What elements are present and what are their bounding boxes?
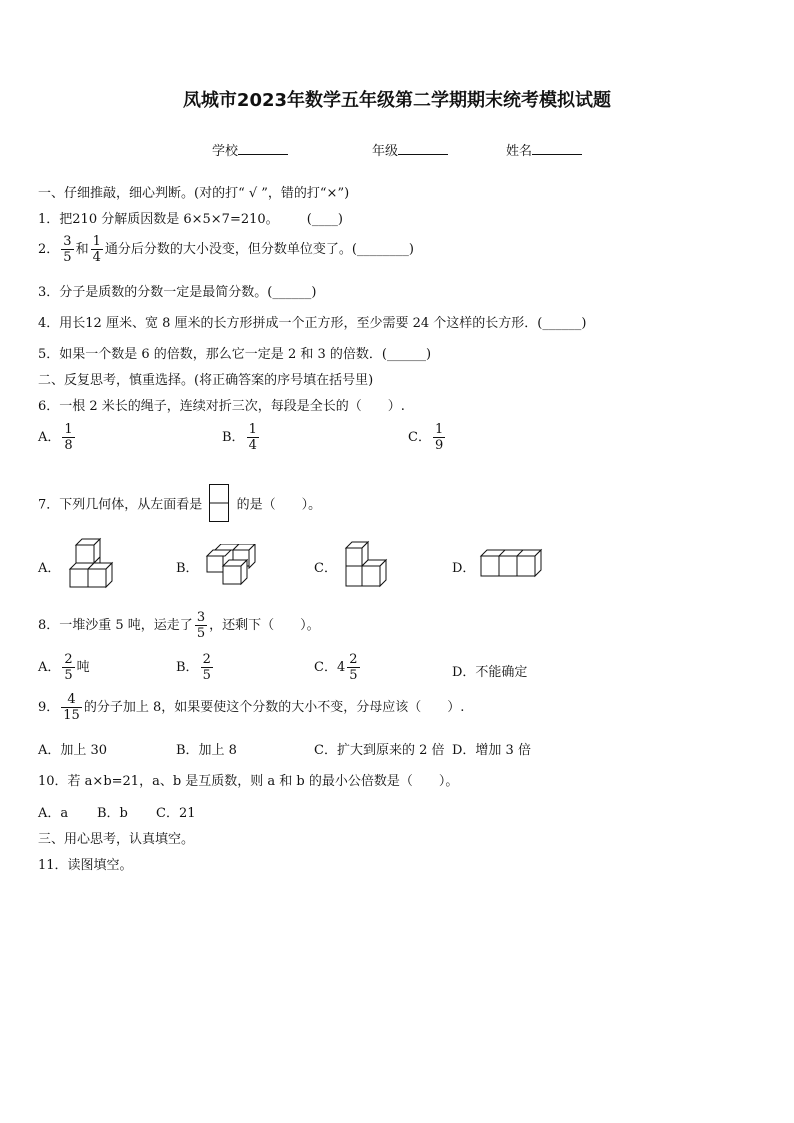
question-7-option-b-label[interactable]: B．	[176, 561, 199, 576]
question-6-option-c[interactable]: C． $\frac{1}{9}$	[408, 422, 444, 453]
fraction-3-5: $\frac{3}{5}$	[196, 610, 206, 641]
question-8-option-c[interactable]: C．4 $\frac{2}{5}$	[314, 652, 358, 683]
question-7-option-a-label[interactable]: A．	[38, 561, 61, 576]
question-6-option-a[interactable]: A． $\frac{1}{8}$	[38, 422, 73, 453]
school-blank[interactable]	[238, 142, 288, 155]
school-label: 学校	[212, 144, 239, 159]
question-2-number: 2．	[38, 242, 60, 257]
question-9	[38, 692, 464, 723]
question-1-answer[interactable]: (____)	[306, 212, 343, 227]
question-9-number: 9．	[38, 700, 60, 715]
question-2-text: 通分后分数的大小没变，但分数单位变了。(________)	[104, 242, 415, 257]
grade-label: 年级	[372, 144, 399, 159]
page-title: 凤城市2023年数学五年级第二学期期末统考模拟试题	[182, 90, 612, 111]
grade-field	[372, 140, 448, 159]
question-1-text: 1．把210 分解质因数是 6×5×7=210。	[38, 212, 279, 227]
question-4: 4．用长12 厘米、宽 8 厘米的长方形拼成一个正方形，至少需要 24 个这样的长方形．(______)	[38, 316, 587, 331]
question-9-option-a[interactable]: A．加上 30	[38, 743, 108, 758]
question-9-option-d[interactable]: D．增加 3 倍	[452, 743, 531, 758]
question-8-option-a[interactable]: A． $\frac{2}{5}$ 吨	[38, 652, 90, 683]
question-7-option-d-label[interactable]: D．	[452, 561, 476, 576]
name-blank[interactable]	[532, 142, 582, 155]
question-8-option-d[interactable]: D．不能确定	[452, 665, 528, 680]
section2-heading: 二、反复思考，慎重选择。(将正确答案的序号填在括号里)	[38, 373, 374, 388]
question-7-text: 7．下列几何体，从左面看是	[38, 497, 203, 513]
and-text: 和	[75, 242, 89, 257]
question-3: 3．分子是质数的分数一定是最简分数。(______)	[38, 285, 317, 300]
question-9-option-c[interactable]: C．扩大到原来的 2 倍	[314, 743, 445, 758]
left-view-figure	[209, 484, 229, 526]
question-10-option-a[interactable]: A．a	[38, 806, 69, 821]
cube-figure-c	[344, 540, 392, 590]
question-7	[38, 484, 321, 526]
question-11: 11．读图填空。	[38, 858, 133, 873]
section1-heading: 一、仔细推敲，细心判断。(对的打“ √ ”，错的打“×”)	[38, 186, 350, 201]
question-7-suffix: 的是（ ）。	[236, 497, 322, 513]
question-1	[38, 208, 343, 227]
fraction-3-5: $\frac{3}{5}$	[63, 234, 72, 265]
question-5: 5．如果一个数是 6 的倍数，那么它一定是 2 和 3 的倍数．(______)	[38, 347, 432, 362]
question-6-option-b[interactable]: B． $\frac{1}{4}$	[222, 422, 257, 453]
cube-figure-b	[205, 544, 257, 586]
question-9-text: 的分子加上 8，如果要使这个分数的大小不变，分母应该（ ）.	[83, 700, 465, 715]
question-8-suffix: ，还剩下（ ）。	[209, 618, 320, 633]
question-6: 6．一根 2 米长的绳子，连续对折三次，每段是全长的（ ）.	[38, 399, 405, 414]
fraction-1-4: $\frac{1}{4}$	[92, 234, 101, 265]
question-8-text: 8．一堆沙重 5 吨，运走了	[38, 618, 193, 633]
question-2	[38, 234, 414, 265]
grade-blank[interactable]	[398, 142, 448, 155]
cube-figure-d	[479, 548, 545, 578]
name-field	[506, 140, 582, 159]
name-label: 姓名	[506, 144, 533, 159]
question-10-option-b[interactable]: B．b	[97, 806, 128, 821]
question-8-option-b[interactable]: B． $\frac{2}{5}$	[176, 652, 211, 683]
question-7-option-c-label[interactable]: C．	[314, 561, 337, 576]
fraction-4-15: $\frac{4}{15}$	[63, 692, 80, 723]
school-field	[212, 140, 288, 159]
question-8	[38, 610, 320, 641]
section3-heading: 三、用心思考，认真填空。	[38, 832, 195, 847]
question-9-option-b[interactable]: B．加上 8	[176, 743, 237, 758]
question-10-option-c[interactable]: C．21	[156, 806, 196, 821]
cube-figure-a	[66, 537, 122, 593]
question-10: 10．若 a×b=21，a、b 是互质数，则 a 和 b 的最小公倍数是（ ）。	[38, 774, 459, 789]
